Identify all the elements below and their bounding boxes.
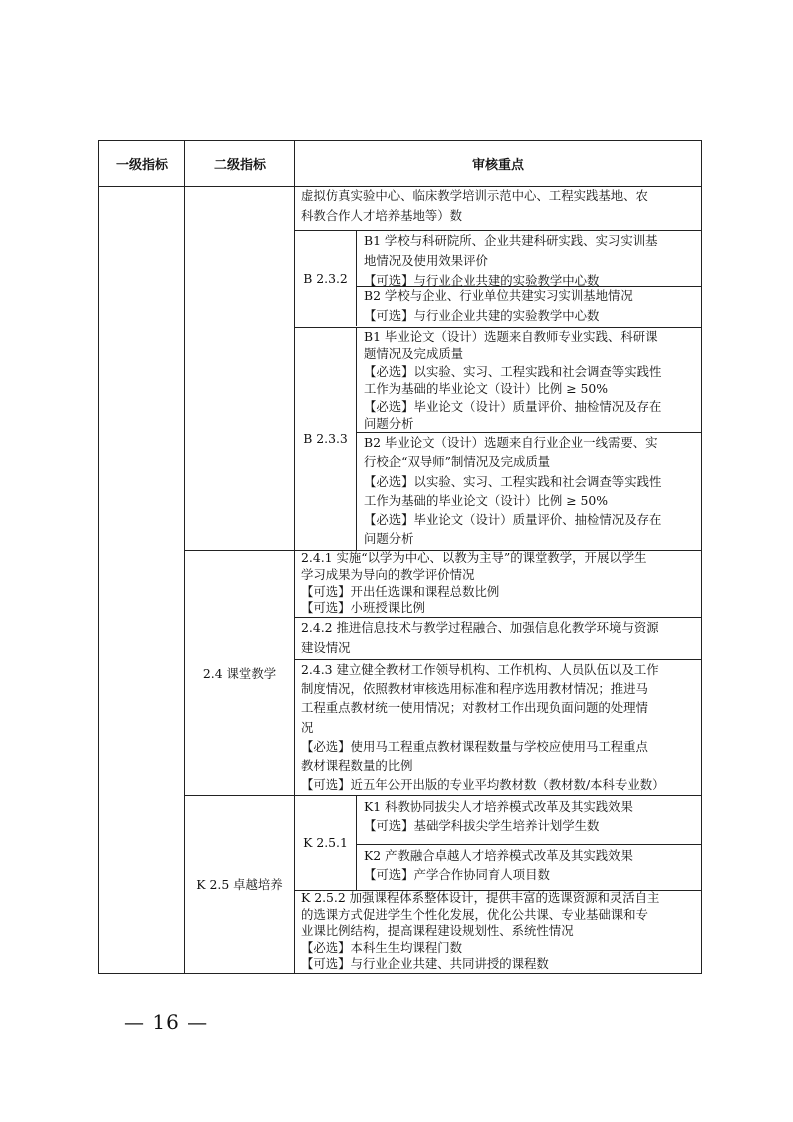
item-2-4-1: 2.4.1 实施“以学为中心、以教为主导”的课堂教学，开展以学生 学习成果为导向的教学评价情况 【可选】开出任选课和课程总数比例 【可选】小班授课比例	[301, 550, 647, 616]
label-2-4: 2.4 课堂教学	[202, 665, 277, 681]
b233-b1-text: B1 毕业论文（设计）选题来自教师专业实践、科研课 题情况及完成质量 【必选】以实验、实习、工程实践和社会调查等实践性 工作为基础的毕业论文（设计）比例 ≥ 50% 【必选】毕业论文（设计）质量评价、抽检情况及存在 问题分析	[364, 329, 662, 432]
intro-text: 虚拟仿真实验中心、临床教学培训示范中心、工程实践基地、农 科教合作人才培养基地等）数	[301, 188, 648, 224]
header-level2: 二级指标	[213, 158, 266, 173]
sub-divider-b233	[356, 327, 357, 550]
item-2-4-2: 2.4.2 推进信息技术与教学过程融合、加强信息化教学环境与资源 建设情况	[301, 620, 659, 655]
code-b232: B 2.3.2	[303, 270, 348, 286]
item-k2-5-2: K 2.5.2 加强课程体系整体设计，提供丰富的选课资源和灵活自主 的选课方式促进学生个性化发展，优化公共课、专业基础课和专 业课比例结构，提高课程建设规划性、系统性情况 【必选】本科生生均课程门数 【可选】与行业企业共建、共同讲授的课程数	[301, 890, 660, 972]
code-b233: B 2.3.3	[303, 431, 348, 446]
b232-b2-text: B2 学校与企业、行业单位共建实习实训基地情况 【可选】与行业企业共建的实验教学中心数	[364, 288, 633, 324]
sub-divider-b232	[356, 230, 357, 326]
k251-k1-text: K1 科教协同拔尖人才培养模式改革及其实践效果 【可选】基础学科拔尖学生培养计划学生数	[364, 799, 633, 833]
label-k2-5: K 2.5 卓越培养	[196, 877, 283, 892]
page-number: — 16 —	[124, 1010, 209, 1034]
header-review-focus: 审核重点	[471, 158, 524, 173]
item-2-4-3: 2.4.3 建立健全教材工作领导机构、工作机构、人员队伍以及工作 制度情况，依照教材审核选用标准和程序选用教材情况；推进马 工程重点教材统一使用情况；对教材工作出现负面问题的处理情 况 【必选】使用马工程重点教材课程数量与学校应使用马工程重点 教材课程数量的比例 【可选】近五年公开出版的专业平均教材数（教材数/本科专业数）	[301, 662, 665, 793]
row-divider	[356, 844, 701, 845]
sub-divider-k251	[356, 795, 357, 890]
header-level1: 一级指标	[115, 158, 168, 173]
code-k251: K 2.5.1	[303, 835, 348, 850]
b232-b1-text: B1 学校与科研院所、企业共建科研实践、实习实训基 地情况及使用效果评价 【可选】与行业企业共建的实验教学中心数	[364, 233, 658, 289]
review-table	[98, 140, 702, 974]
k251-k2-text: K2 产教融合卓越人才培养模式改革及其实践效果 【可选】产学合作协同育人项目数	[364, 848, 633, 882]
b233-b2-text: B2 毕业论文（设计）选题来自行业企业一线需要、实 行校企“双导师”制情况及完成质量 【必选】以实验、实习、工程实践和社会调查等实践性 工作为基础的毕业论文（设计）比例 ≥ 50% 【必选】毕业论文（设计）质量评价、抽检情况及存在 问题分析	[364, 435, 662, 547]
